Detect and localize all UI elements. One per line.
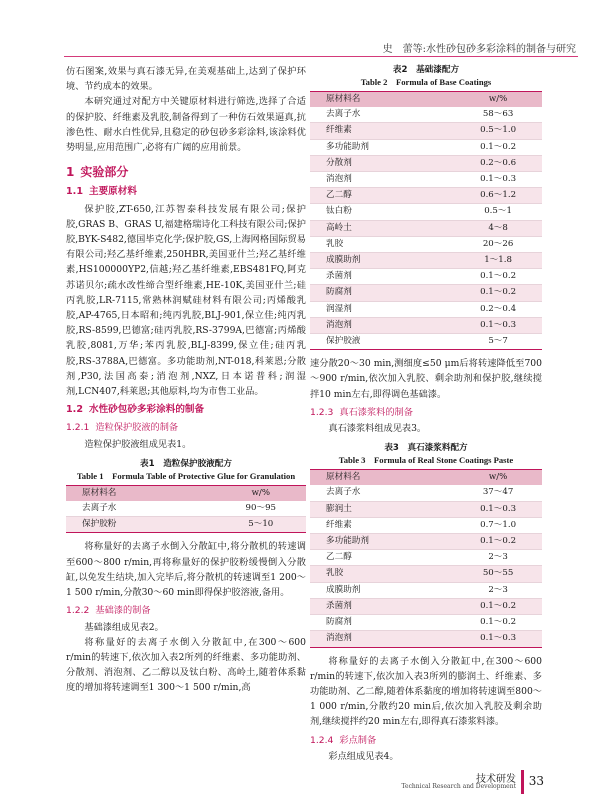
table-row [310, 204, 542, 220]
section-1-2-1-text: 造粒保护胶液组成见表1。 [84, 438, 192, 450]
table-cell-material: 保护胶粉 [66, 517, 216, 533]
table-cell-material: 消泡剂 [310, 172, 454, 188]
process-paragraph-2: 将称量好的去离子水倒入分散缸中,在300～600 r/min的转速下,依次加入表2所列的纤维素、多功能助剂、分散剂、消泡剂、乙二醇以及钛白粉、高岭土,随着体系黏度的增加将转速调至1 300～1 500 r/min,高 [66, 636, 306, 694]
table-cell-material: 分散剂 [310, 155, 454, 171]
running-head [0, 0, 600, 55]
table-2-caption-en: Table 2 Formula of Base Coatings [360, 77, 492, 87]
table-row [310, 501, 542, 517]
section-1-title: 实验部分 [80, 165, 129, 180]
section-1-2-4-title: 彩点制备 [339, 734, 377, 746]
section-1-1-number: 1.1 [66, 186, 83, 198]
section-1-2-1-heading [66, 420, 306, 435]
process-paragraph-1: 将称量好的去离子水倒入分散缸中,将分散机的转速调至600～800 r/min,再将称量好的保护胶粉缓慢倒入分散缸,以免发生结块,加入完毕后,将分散机的转速调至1 200～1 500 r/min,分散30～60 min即得保护胶溶液,备用。 [66, 541, 306, 599]
section-1-2-2-number: 1.2.2 [66, 605, 90, 617]
table-cell-percent: 4～8 [454, 220, 542, 236]
table-row [66, 501, 306, 517]
table-cell-material: 消泡剂 [310, 631, 454, 647]
process-paragraph-2-continued: 速分散20～30 min,测细度≤50 μm后将转速降低至700～900 r/min,依次加入乳胶、剩余助剂和保护胶,继续搅拌10 min左右,即得调色基础漆。 [310, 358, 542, 400]
table-3-caption-en: Table 3 Formula of Real Stone Coatings Paste [338, 455, 514, 466]
table-row [310, 550, 542, 566]
table-cell-percent: 0.1～0.2 [454, 598, 542, 614]
table-row [310, 317, 542, 333]
table-cell-material: 钛白粉 [310, 204, 454, 220]
section-1-2-1-title: 造粒保护胶液的制备 [95, 422, 179, 434]
table-cell-material: 多功能助剂 [310, 139, 454, 155]
section-1-2-4-number: 1.2.4 [310, 734, 334, 746]
page-number: 33 [528, 774, 544, 788]
table-cell-percent: 0.5～1.0 [454, 123, 542, 139]
table-cell-material: 乳胶 [310, 236, 454, 252]
table-row [310, 334, 542, 350]
table-cell-material: 消泡剂 [310, 317, 454, 333]
journal-name-en: Technical Research and Development [401, 783, 516, 790]
table-cell-material: 杀菌剂 [310, 269, 454, 285]
section-1-2-2-heading [66, 603, 306, 618]
table-3 [310, 469, 542, 647]
table-2-caption [310, 64, 542, 88]
table-1-caption [66, 458, 306, 482]
table-cell-percent: 0.1～0.2 [454, 615, 542, 631]
table-row [310, 236, 542, 252]
table-cell-material: 膨润土 [310, 501, 454, 517]
table-cell-percent: 0.5～1 [454, 204, 542, 220]
left-column [66, 64, 306, 696]
table-1-header-percent: w/% [216, 485, 306, 501]
table-cell-material: 乳胶 [310, 566, 454, 582]
section-1-2-3-heading [310, 405, 542, 420]
table-cell-percent: 5～7 [454, 334, 542, 350]
table-cell-percent: 0.1～0.2 [454, 269, 542, 285]
table-row [310, 172, 542, 188]
table-1-caption-cn: 表1 造粒保护胶液配方 [140, 458, 232, 469]
table-row [310, 631, 542, 647]
table-row [310, 534, 542, 550]
table-cell-percent: 1～1.8 [454, 253, 542, 269]
table-row [310, 123, 542, 139]
table-row [310, 301, 542, 317]
table-cell-percent: 0.1～0.3 [454, 172, 542, 188]
section-1-2-4-heading [310, 733, 542, 748]
section-1-2-number: 1.2 [66, 404, 83, 416]
table-cell-percent: 20～26 [454, 236, 542, 252]
table-row [310, 517, 542, 533]
table-2-header-material: 原材料名 [310, 92, 454, 108]
table-2-caption-cn: 表2 基础漆配方 [392, 65, 460, 75]
table-1 [66, 485, 306, 534]
table-3-header-material: 原材料名 [310, 470, 454, 486]
section-1-2-title: 水性砂包砂多彩涂料的制备 [89, 404, 205, 416]
table-cell-percent: 0.1～0.3 [454, 501, 542, 517]
process-paragraph-3: 将称量好的去离子水倒入分散缸中,在300～600 r/min的转速下,依次加入表3所列的膨润土、纤维素、多功能助剂、乙二醇,随着体系黏度的增加将转速调至800～1 000 r/min,分散约20 min后,依次加入乳胶及剩余助剂,继续搅拌约20 min左右,即得真石漆浆料漆。 [310, 655, 542, 728]
section-1-2-1-number: 1.2.1 [66, 422, 90, 434]
table-2-header-percent: w/% [454, 92, 542, 108]
table-3-caption [310, 442, 542, 466]
table-cell-material: 杀菌剂 [310, 598, 454, 614]
table-cell-material: 成膜助剂 [310, 582, 454, 598]
materials-paragraph: 保护胶,ZT-650,江苏智泰科技发展有限公司;保护胶,GRAS B、GRAS U,福建格瑞诗化工科技有限公司;保护胶,BYK-S482,德国毕克化学;保护胶,GS,上海网格国际贸易有限公司;羟乙基纤维素,250HBR,美国亚什兰;羟乙基纤维素,HS100000YP2,信越;羟乙基纤维素,EBS481FQ,阿克苏诺贝尔;疏水改性缔合型纤维素,HE-10K,美国亚什兰;硅丙乳胶,LR-7115,常熟林润赋硅材料有限公司;丙烯酸乳胶,AP-4765,日本昭和;纯丙乳胶,BLJ-901,保立佳;纯丙乳胶,RS-8599,巴德富;硅丙乳胶,RS-3799A,巴德富;丙烯酸乳胶,8081,万华;苯丙乳胶,BLJ-8399,保立佳;硅丙乳胶,RS-3788A,巴德富。多功能助剂,NT-018,科莱恩;分散剂,P30,法国高泰;消泡剂,NXZ,日本诺普科;润湿剂,LCN407,科莱恩;其他原料,均为市售工业品。 [66, 203, 306, 398]
table-row [310, 285, 542, 301]
table-cell-material: 润湿剂 [310, 301, 454, 317]
journal-name-cn: 技术研发 [476, 774, 516, 785]
section-1-heading [66, 165, 306, 180]
header-rule [64, 56, 578, 57]
intro-paragraph-1: 仿石图案,效果与真石漆无异,在美观基础上,达到了保护环境、节约成本的效果。 [66, 66, 306, 93]
table-row [310, 269, 542, 285]
table-cell-material: 乙二醇 [310, 550, 454, 566]
table-cell-material: 防腐剂 [310, 285, 454, 301]
footer-accent-bar [521, 770, 524, 794]
page-footer [0, 770, 600, 808]
table-cell-percent: 0.1～0.2 [454, 534, 542, 550]
section-1-1-title: 主要原材料 [89, 186, 137, 198]
table-row [310, 598, 542, 614]
table-row [310, 220, 542, 236]
table-row [310, 107, 542, 123]
section-1-2-4-text: 彩点组成见表4。 [328, 750, 399, 762]
table-1-caption-en: Table 1 Formula Table of Protective Glue for Granulation [76, 470, 296, 481]
table-cell-percent: 90～95 [216, 501, 306, 517]
table-2 [310, 91, 542, 350]
table-cell-material: 成膜助剂 [310, 253, 454, 269]
table-cell-percent: 0.6～1.2 [454, 188, 542, 204]
table-row [310, 566, 542, 582]
right-column [310, 64, 542, 764]
table-3-caption-cn: 表3 真石漆浆料配方 [384, 443, 468, 454]
table-row [310, 139, 542, 155]
section-1-2-heading [66, 402, 306, 417]
section-1-2-3-text: 真石漆浆料组成见表3。 [328, 423, 427, 435]
table-cell-percent: 0.2～0.6 [454, 155, 542, 171]
table-cell-percent: 0.7～1.0 [454, 517, 542, 533]
running-title: 史 蕾等:水性砂包砂多彩涂料的制备与研究 [382, 44, 576, 55]
table-row [310, 188, 542, 204]
table-row [66, 517, 306, 533]
table-cell-percent: 37～47 [454, 485, 542, 501]
table-cell-percent: 58～63 [454, 107, 542, 123]
table-cell-percent: 0.1～0.2 [454, 139, 542, 155]
table-cell-material: 保护胶液 [310, 334, 454, 350]
table-cell-percent: 0.2～0.4 [454, 301, 542, 317]
section-1-2-2-text: 基础漆组成见表2。 [84, 621, 164, 633]
section-1-number: 1 [66, 165, 75, 180]
table-cell-material: 乙二醇 [310, 188, 454, 204]
intro-paragraph-2: 本研究通过对配方中关键原材料进行筛选,选择了合适的保护胶、纤维素及乳胶,制备得到了一种仿石效果逼真,抗渗色性、耐水白性优异,且稳定的砂包砂多彩涂料,该涂料优势明显,应用范围广,必将有广阔的应用前景。 [66, 96, 306, 154]
table-cell-material: 高岭土 [310, 220, 454, 236]
table-row [310, 253, 542, 269]
table-3-header-percent: w/% [454, 470, 542, 486]
table-cell-percent: 5～10 [216, 517, 306, 533]
table-row [310, 582, 542, 598]
table-cell-percent: 50～55 [454, 566, 542, 582]
table-cell-percent: 0.1～0.3 [454, 631, 542, 647]
table-row [310, 155, 542, 171]
table-cell-material: 纤维素 [310, 517, 454, 533]
table-row [310, 485, 542, 501]
table-row [310, 615, 542, 631]
table-cell-material: 纤维素 [310, 123, 454, 139]
table-1-header-material: 原材料名 [66, 485, 216, 501]
table-cell-material: 去离子水 [66, 501, 216, 517]
table-cell-material: 防腐剂 [310, 615, 454, 631]
table-cell-percent: 2～3 [454, 582, 542, 598]
table-cell-material: 去离子水 [310, 485, 454, 501]
table-cell-percent: 2～3 [454, 550, 542, 566]
section-1-1-heading [66, 184, 306, 199]
table-cell-material: 多功能助剂 [310, 534, 454, 550]
table-cell-percent: 0.1～0.3 [454, 317, 542, 333]
table-cell-percent: 0.1～0.2 [454, 285, 542, 301]
section-1-2-3-title: 真石漆浆料的制备 [339, 406, 413, 418]
section-1-2-3-number: 1.2.3 [310, 406, 334, 418]
table-cell-material: 去离子水 [310, 107, 454, 123]
section-1-2-2-title: 基础漆的制备 [95, 605, 151, 617]
